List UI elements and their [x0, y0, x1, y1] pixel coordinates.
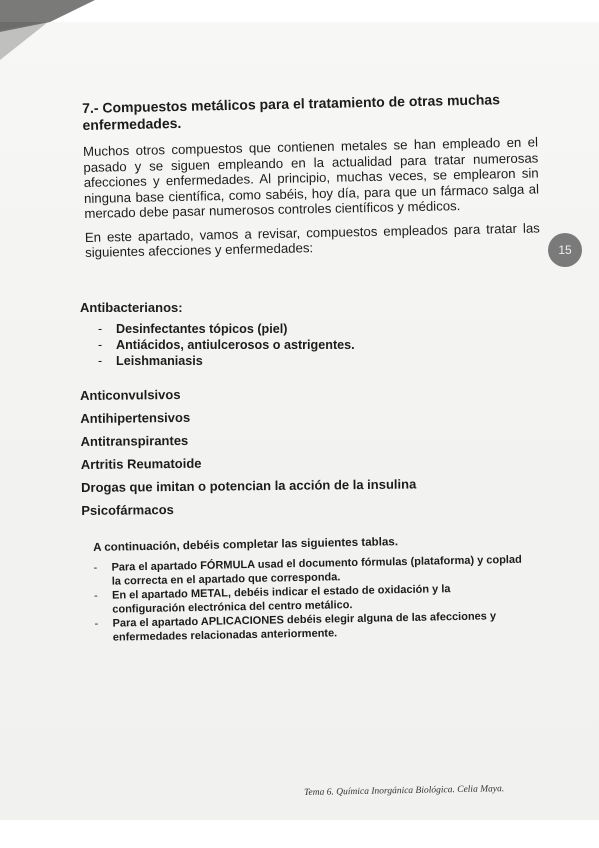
category-item: Psicofármacos — [81, 502, 174, 518]
instruction-item: - Para el apartado FÓRMULA usad el documento fórmulas (plataforma) y coplad la correcta en el apartado que corresponda. — [93, 554, 523, 589]
instructions-block — [93, 533, 525, 646]
section-title: 7.- Compuestos metálicos para el tratamiento de otras muchas enfermedades. — [82, 91, 501, 133]
instructions-list — [93, 554, 525, 645]
category-item: Drogas que imitan o potencian la acción de la insulina — [81, 476, 417, 495]
category-item: Anticonvulsivos — [80, 386, 181, 403]
paragraph: En este apartado, vamos a revisar, compuestos empleados para tratar las siguientes afecciones y enfermedades: — [84, 219, 540, 260]
instructions-intro: A continuación, debéis completar las siguientes tablas. — [93, 535, 399, 554]
category-item: Antitranspirantes — [80, 432, 189, 449]
page-number-badge: 15 — [548, 233, 582, 267]
list-item: - Desinfectantes tópicos (piel) — [98, 321, 540, 337]
instruction-item: - Para el apartado APLICACIONES debéis elegir alguna de las afecciones y enfermedades relacionadas anteriormente. — [94, 610, 524, 645]
intro-section — [82, 90, 540, 268]
bottom-margin — [0, 820, 599, 848]
category-item: Artritis Reumatoide — [80, 455, 202, 472]
category-item: Antihipertensivos — [80, 409, 191, 426]
list-item: - Antiácidos, antiulcerosos o astrigentes. — [98, 337, 540, 353]
list-item: - Leishmaniasis — [98, 353, 540, 369]
instruction-item: - En el apartado METAL, debéis indicar el estado de oxidación y la configuración electrónica del centro metálico. — [94, 582, 524, 617]
antibacterianos-heading: Antibacterianos: — [80, 300, 183, 315]
categories-list — [80, 379, 541, 522]
antibacterianos-list — [80, 321, 540, 369]
antibacterianos-block — [80, 300, 540, 369]
paragraph: Muchos otros compuestos que contienen metales se han empleado en el pasado y se siguen empleando en la actualidad para tratar numerosas afecciones y enfermedades. Al principio, muchas veces, se emplearon sin ninguna base científica, como sabéis, hoy día, para que un fármaco salga al mercado debe pasar numerosos controles científicos y médicos. — [82, 134, 540, 221]
page-footer: Tema 6. Química Inorgánica Biológica. Celia Maya. — [304, 784, 505, 798]
